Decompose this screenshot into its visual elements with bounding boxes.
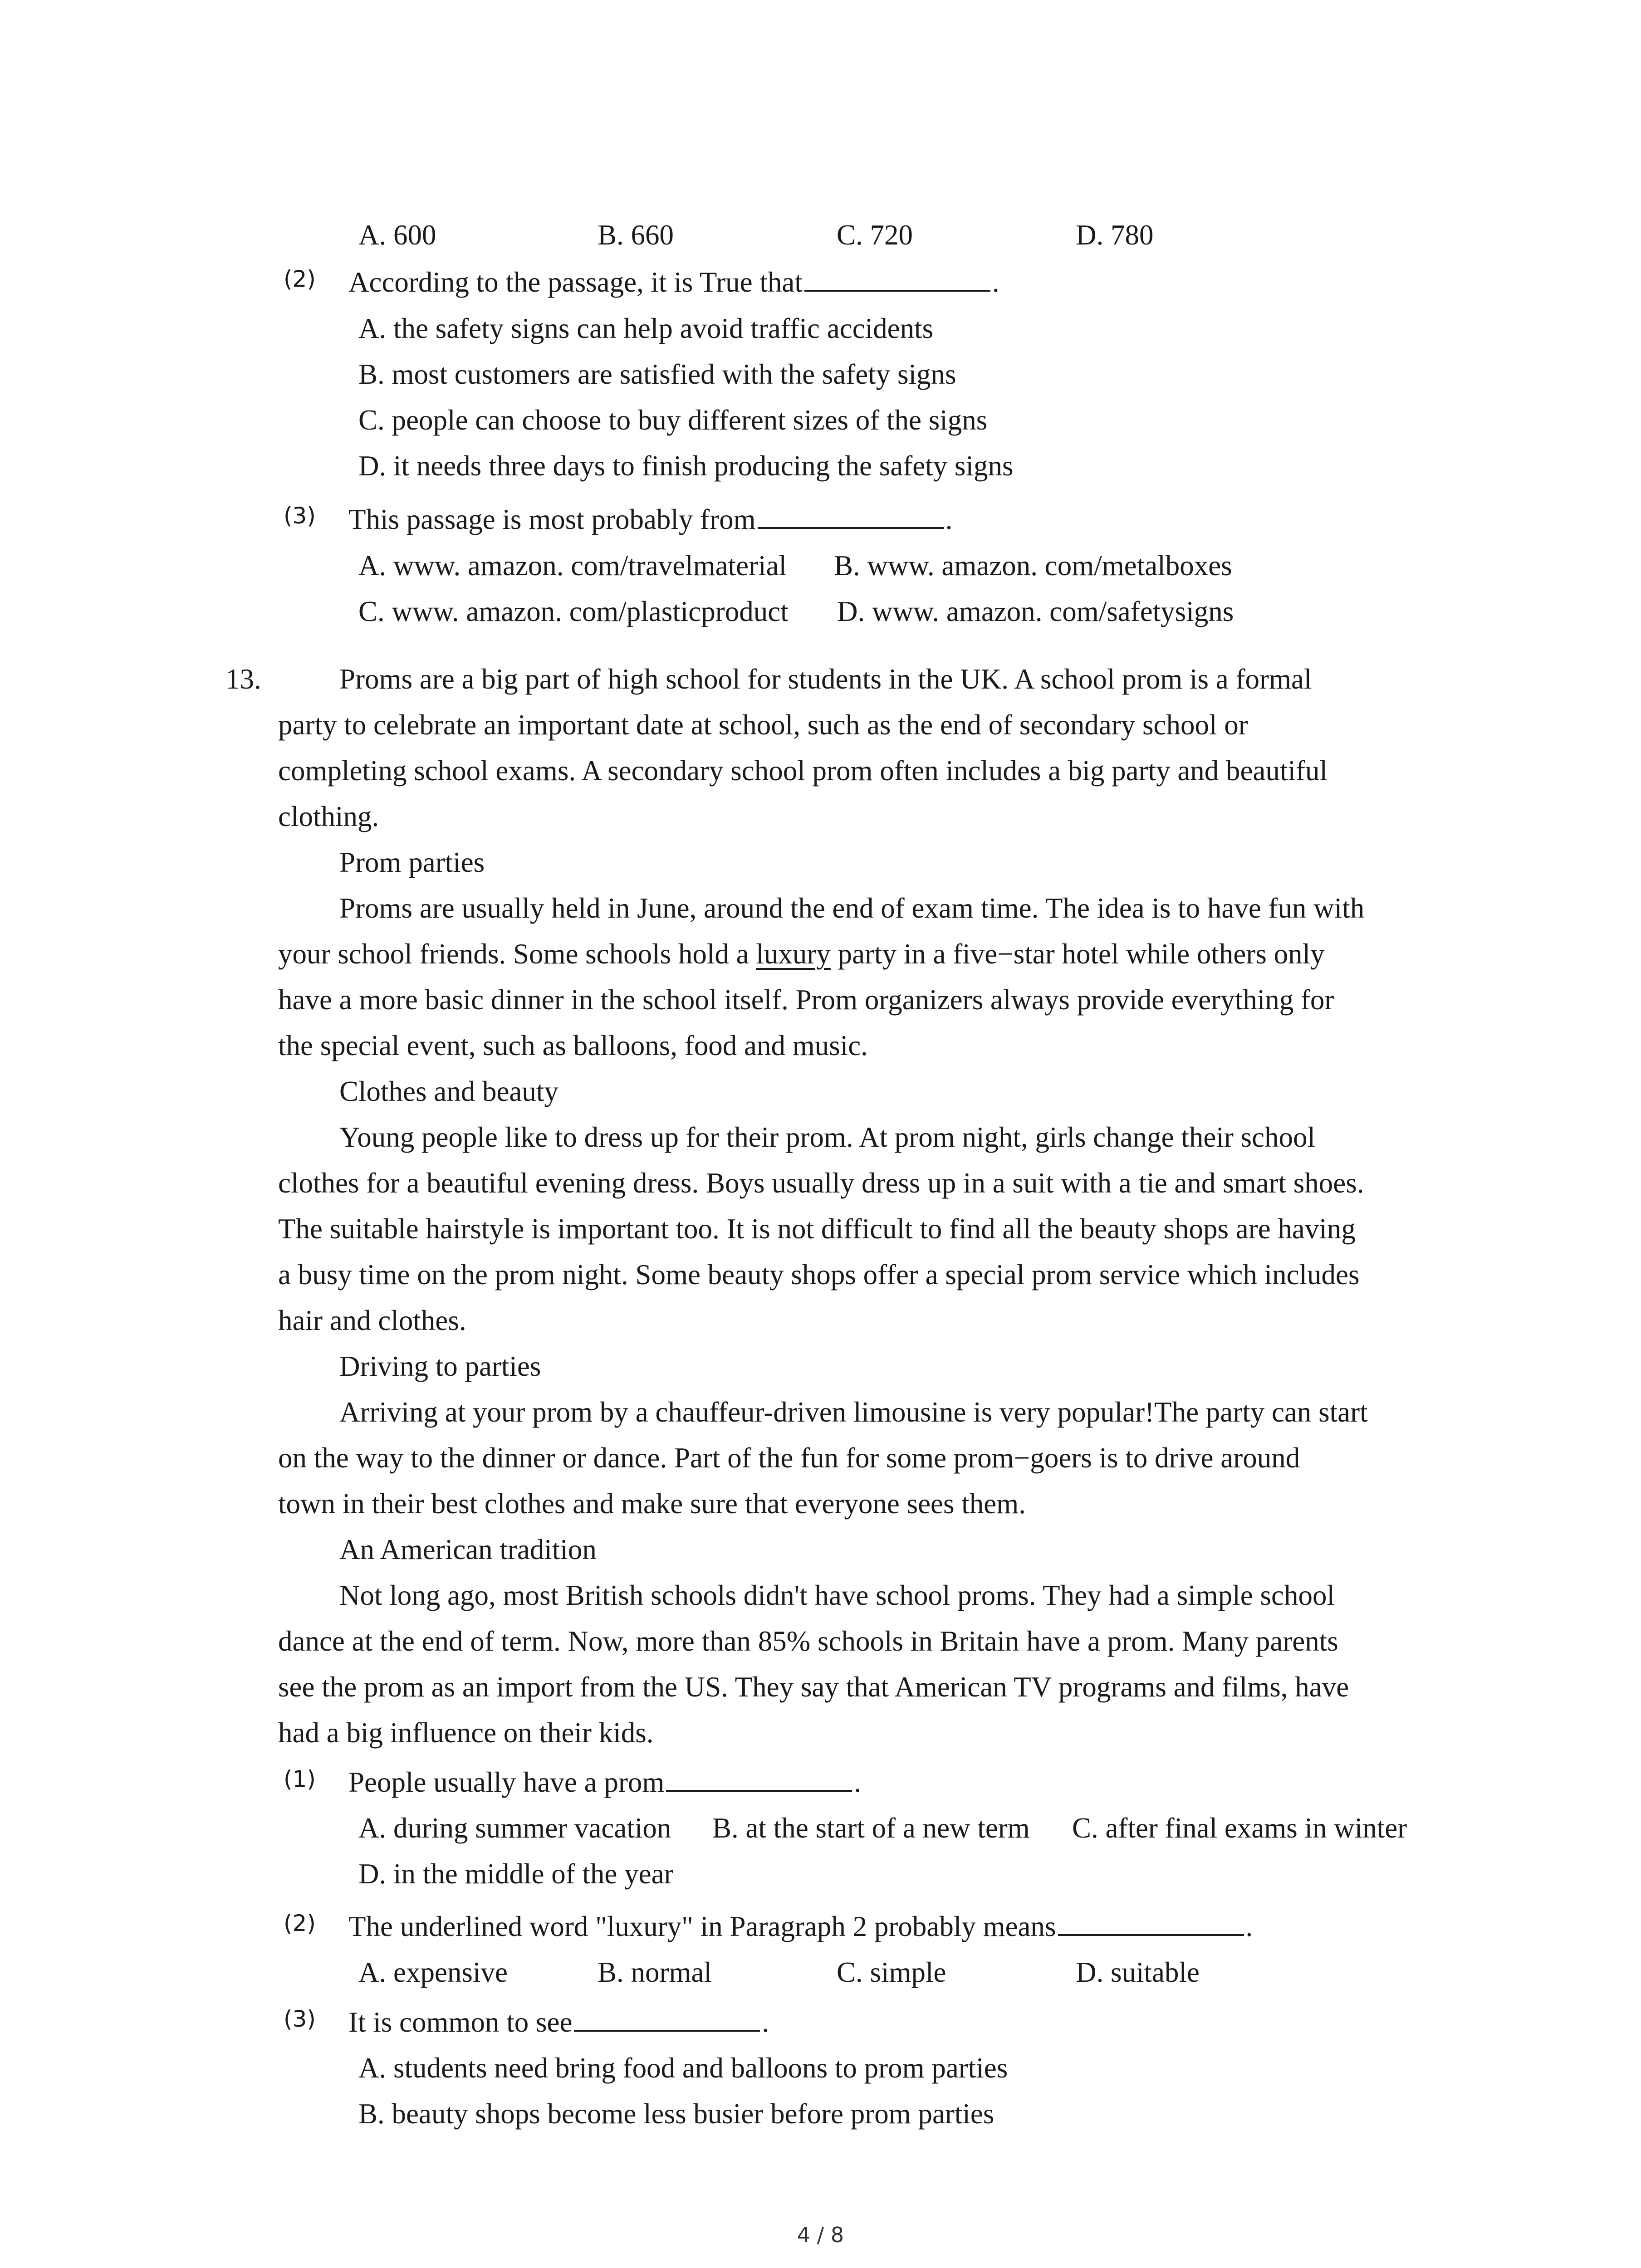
option-c: C. www. amazon. com/plasticproduct	[358, 596, 789, 627]
option-a: A. the safety signs can help avoid traffic accidents	[358, 313, 934, 344]
question-stem: This passage is most probably from .	[348, 501, 952, 538]
passage-line: see the prom as an import from the US. They say that American TV programs and films, have	[278, 1671, 1349, 1703]
option-b: B. 660	[598, 219, 674, 251]
passage-line: your school friends. Some schools hold a luxury party in a five−star hotel while others only	[278, 938, 1325, 970]
passage-line: Young people like to dress up for their prom. At prom night, girls change their school	[339, 1121, 1316, 1153]
option-b: B. beauty shops become less busier before prom parties	[358, 2098, 994, 2130]
question-stem: The underlined word "luxury" in Paragraph 2 probably means .	[348, 1908, 1253, 1945]
answer-blank	[666, 1765, 852, 1792]
passage-line: clothes for a beautiful evening dress. Boys usually dress up in a suit with a tie and smart shoes.	[278, 1167, 1364, 1199]
passage-line: Not long ago, most British schools didn't have school proms. They had a simple school	[339, 1579, 1335, 1611]
option-b: B. normal	[598, 1956, 712, 1988]
option-a: A. www. amazon. com/travelmaterial	[358, 550, 787, 582]
question-stem: It is common to see .	[348, 2004, 769, 2040]
passage-line: on the way to the dinner or dance. Part of the fun for some prom−goers is to drive around	[278, 1442, 1300, 1474]
passage-line: have a more basic dinner in the school itself. Prom organizers always provide everything for	[278, 984, 1334, 1016]
option-d: D. it needs three days to finish producing the safety signs	[358, 450, 1014, 482]
section-heading: An American tradition	[339, 1534, 597, 1565]
option-a: A. during summer vacation	[358, 1812, 671, 1844]
option-a: A. 600	[358, 219, 436, 251]
section-heading: Prom parties	[339, 846, 485, 878]
question-number: (1)	[284, 1766, 316, 1792]
option-a: A. students need bring food and balloons to prom parties	[358, 2052, 1008, 2084]
passage-line: dance at the end of term. Now, more than 85% schools in Britain have a prom. Many parents	[278, 1625, 1338, 1657]
option-c: C. people can choose to buy different sizes of the signs	[358, 404, 988, 436]
option-d: D. in the middle of the year	[358, 1858, 674, 1890]
option-d: D. www. amazon. com/safetysigns	[837, 596, 1234, 627]
question-number: (3)	[284, 503, 316, 529]
passage-line: town in their best clothes and make sure that everyone sees them.	[278, 1488, 1026, 1520]
question-number: 13.	[225, 663, 261, 695]
answer-blank	[804, 264, 990, 292]
option-c: C. 720	[837, 219, 913, 251]
question-number: (3)	[284, 2006, 316, 2032]
passage-line: clothing.	[278, 801, 379, 832]
question-stem: According to the passage, it is True that .	[348, 264, 999, 300]
passage-line: had a big influence on their kids.	[278, 1717, 654, 1749]
option-b: B. most customers are satisfied with the safety signs	[358, 358, 956, 390]
question-number: (2)	[284, 266, 316, 292]
underlined-word: luxury	[756, 938, 831, 970]
passage-line: Proms are a big part of high school for students in the UK. A school prom is a formal	[339, 663, 1312, 695]
passage-line: a busy time on the prom night. Some beauty shops offer a special prom service which includes	[278, 1259, 1360, 1290]
question-number: (2)	[284, 1910, 316, 1936]
section-heading: Driving to parties	[339, 1350, 541, 1382]
option-d: D. suitable	[1076, 1956, 1200, 1988]
passage-line: Arriving at your prom by a chauffeur-driven limousine is very popular!The party can start	[339, 1396, 1368, 1428]
passage-line: the special event, such as balloons, food and music.	[278, 1030, 868, 1061]
answer-blank	[1058, 1909, 1244, 1936]
question-stem: People usually have a prom .	[348, 1764, 861, 1800]
option-b: B. www. amazon. com/metalboxes	[834, 550, 1232, 582]
option-c: C. simple	[837, 1956, 946, 1988]
answer-blank	[758, 502, 944, 529]
option-b: B. at the start of a new term	[712, 1812, 1030, 1844]
option-c: C. after final exams in winter	[1072, 1812, 1407, 1844]
option-a: A. expensive	[358, 1956, 508, 1988]
passage-line: party to celebrate an important date at school, such as the end of secondary school or	[278, 709, 1248, 741]
answer-blank	[574, 2004, 760, 2032]
section-heading: Clothes and beauty	[339, 1075, 558, 1107]
passage-line: hair and clothes.	[278, 1305, 466, 1336]
passage-line: Proms are usually held in June, around the end of exam time. The idea is to have fun with	[339, 892, 1365, 924]
page-number: 4 / 8	[797, 2223, 844, 2247]
passage-line: completing school exams. A secondary school prom often includes a big party and beautiful	[278, 755, 1327, 787]
option-d: D. 780	[1076, 219, 1154, 251]
passage-line: The suitable hairstyle is important too. It is not difficult to find all the beauty shops are having	[278, 1213, 1356, 1245]
